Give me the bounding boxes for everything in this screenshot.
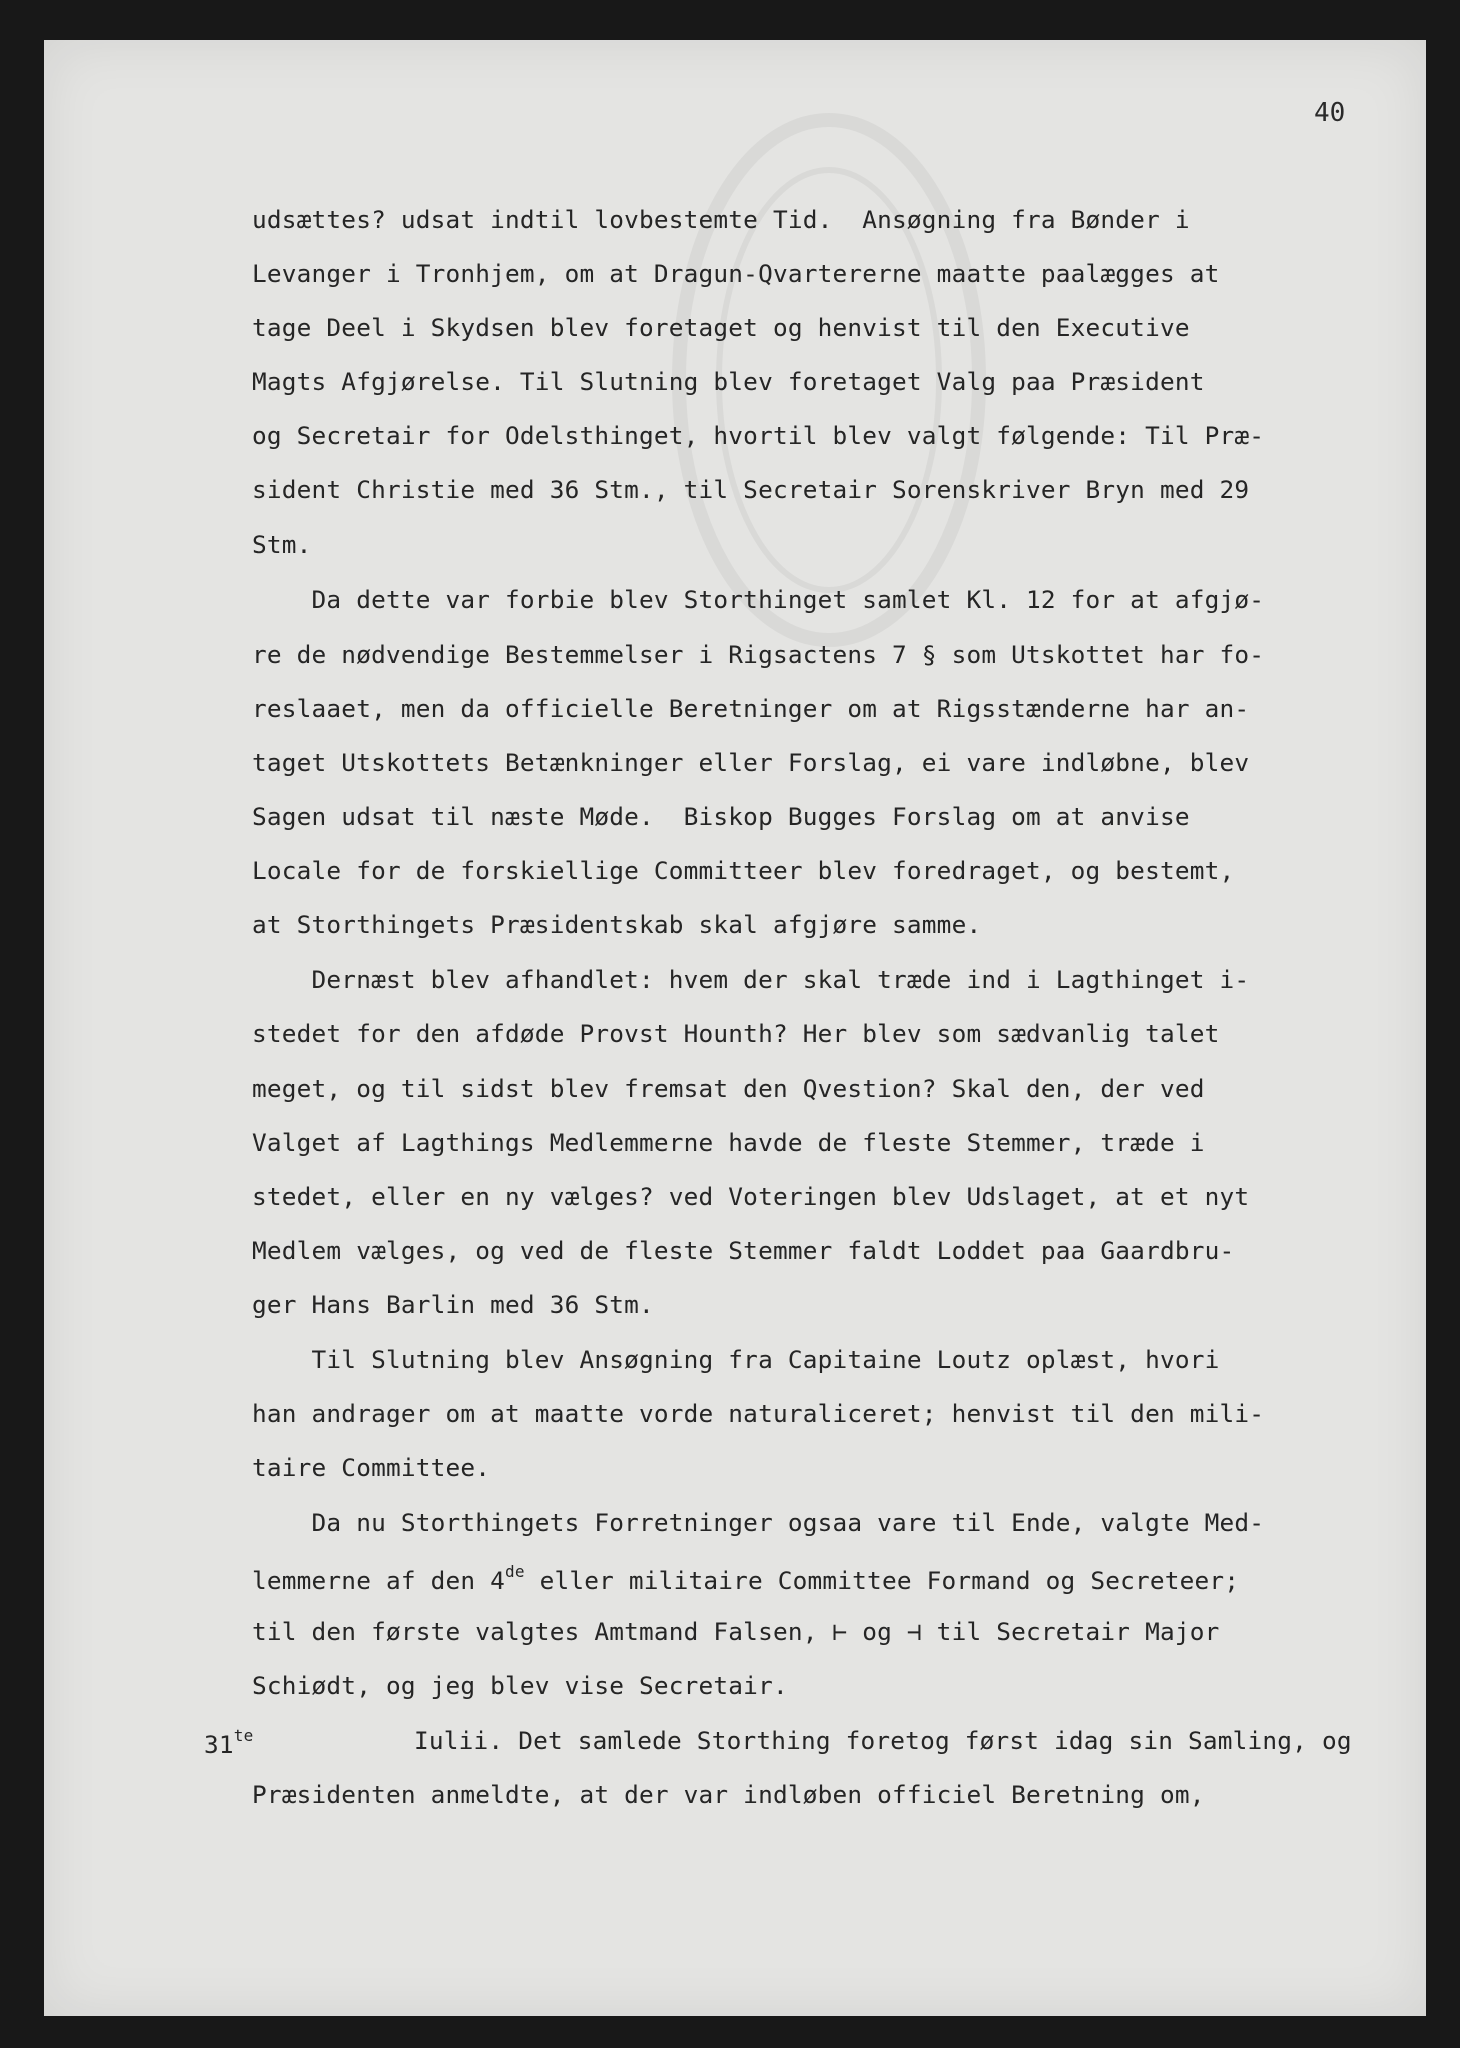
text-line: han andrager om at maatte vorde naturaliceret; henvist til den mili- (252, 1399, 1265, 1428)
text-line: taget Utskottets Betænkninger eller Forslag, ei vare indløbne, blev (252, 748, 1250, 777)
text-line: at Storthingets Præsidentskab skal afgjøre samme. (252, 910, 982, 939)
text-line: til den første valgtes Amtmand Falsen, ⊢ og ⊣ til Secretair Major (252, 1617, 1220, 1646)
text-line: Locale for de forskiellige Committeer blev foredraget, og bestemt, (252, 856, 1235, 885)
text-line: stedet, eller en ny vælges? ved Voteringen blev Udslaget, at et nyt (252, 1182, 1250, 1211)
margin-date-day: 31 (204, 1730, 234, 1759)
text-line: Valget af Lagthings Medlemmerne havde de fleste Stemmer, træde i (252, 1128, 1205, 1157)
text-line: taire Committee. (252, 1453, 491, 1482)
text-line: Til Slutning blev Ansøgning fra Capitaine Loutz oplæst, hvori (252, 1345, 1220, 1374)
text-line: sident Christie med 36 Stm., til Secretair Sorenskriver Bryn med 29 (252, 475, 1250, 504)
text-line: lemmerne af den 4de eller militaire Committee Formand og Secreteer; (252, 1562, 1240, 1595)
text-line: Schiødt, og jeg blev vise Secretair. (252, 1671, 788, 1700)
text-line: reslaaet, men da officielle Beretninger om at Rigsstænderne har an- (252, 694, 1250, 723)
text-line: Dernæst blev afhandlet: hvem der skal træde ind i Lagthinget i- (252, 965, 1250, 994)
superscript-de: de (505, 1562, 525, 1581)
text-line: Stm. (252, 530, 312, 559)
text-line: og Secretair for Odelsthinget, hvortil blev valgt følgende: Til Præ- (252, 421, 1265, 450)
margin-date-suffix: te (233, 1726, 254, 1745)
text-line: Magts Afgjørelse. Til Slutning blev foretaget Valg paa Præsident (252, 367, 1205, 396)
text-line: Sagen udsat til næste Møde. Biskop Bugges Forslag om at anvise (252, 802, 1190, 831)
text-line: stedet for den afdøde Provst Hounth? Her blev som sædvanlig talet (252, 1019, 1220, 1048)
text-line: Da nu Storthingets Forretninger ogsaa vare til Ende, valgte Med- (252, 1508, 1265, 1537)
text-line: re de nødvendige Bestemmelser i Rigsactens 7 § som Utskottet har fo- (252, 640, 1265, 669)
text-line: udsættes? udsat indtil lovbestemte Tid. Ansøgning fra Bønder i (252, 205, 1190, 234)
margin-date (204, 1726, 253, 1759)
page-number: 40 (1314, 98, 1346, 128)
text-line: meget, og til sidst blev fremsat den Qvestion? Skal den, der ved (252, 1074, 1205, 1103)
text-line: Levanger i Tronhjem, om at Dragun-Qvartererne maatte paalægges at (252, 259, 1220, 288)
text-line: Præsidenten anmeldte, at der var indløben officiel Beretning om, (252, 1780, 1205, 1809)
text-line: Medlem vælges, og ved de fleste Stemmer faldt Loddet paa Gaardbru- (252, 1236, 1235, 1265)
text-line: ger Hans Barlin med 36 Stm. (252, 1290, 654, 1319)
text-line: tage Deel i Skydsen blev foretaget og henvist til den Executive (252, 313, 1190, 342)
text-line: Iulii. Det samlede Storthing foretog først idag sin Samling, og (414, 1726, 1352, 1755)
text-line: Da dette var forbie blev Storthinget samlet Kl. 12 for at afgjø- (252, 585, 1265, 614)
